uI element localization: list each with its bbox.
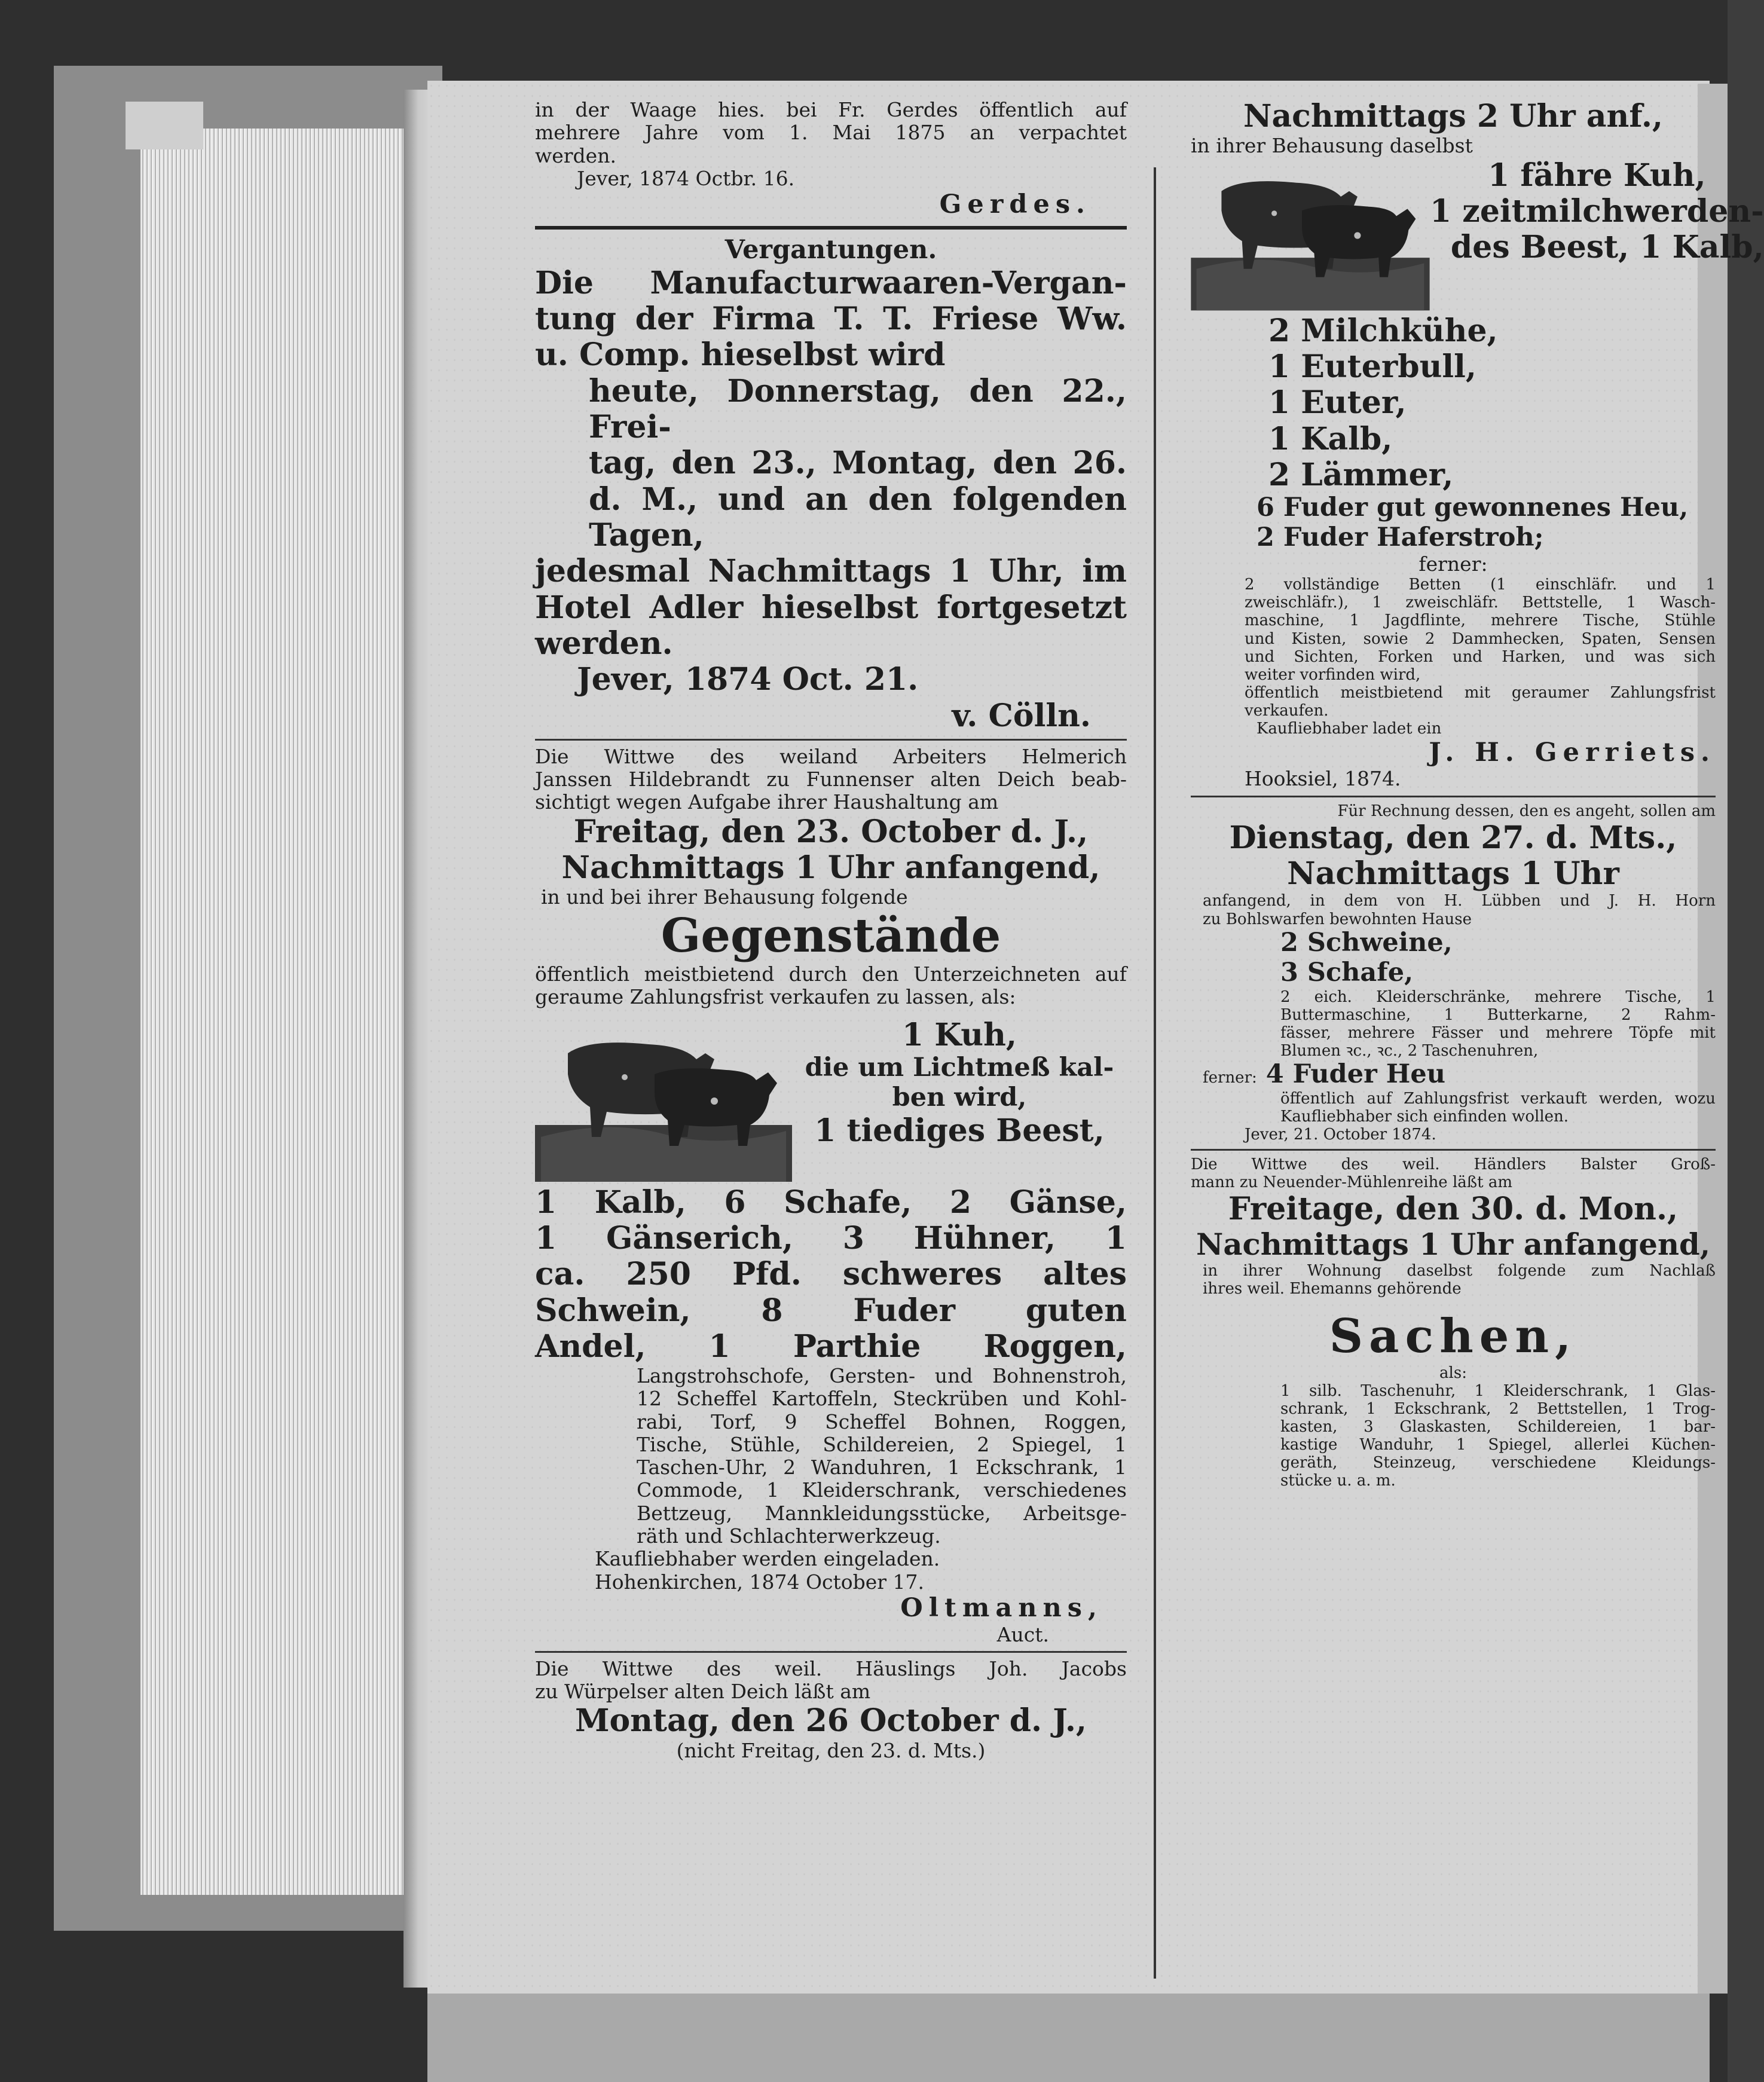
place-date: Hooksiel, 1874. xyxy=(1245,767,1401,791)
section-rule xyxy=(1191,1149,1716,1151)
text-line: weiter vorfinden wird, xyxy=(1245,665,1421,684)
text-line: Hotel Adler hieselbst fortgesetzt werden. xyxy=(535,589,1127,662)
auction-date: Montag, den 26 October d. J., xyxy=(574,1702,1087,1739)
ad-luebben-auction xyxy=(1191,802,1716,1144)
text-line: öffentlich auf Zahlungsfrist verkauft werden, wozu xyxy=(1280,1090,1716,1108)
text-line: räth und Schlachterwerkzeug. xyxy=(637,1524,941,1548)
text-line: mehrere Jahre vom 1. Mai 1875 an verpachtet xyxy=(535,121,1127,145)
section-rule xyxy=(535,1651,1127,1653)
item-line: 1 Kalb, xyxy=(1268,420,1393,457)
ad-vergantungen xyxy=(535,236,1127,734)
item-line: 1 Kalb, 6 Schafe, 2 Gänse, xyxy=(535,1184,1127,1221)
text-line: Die Wittwe des weil. Häuslings Joh. Jacobs xyxy=(535,1656,1127,1680)
auction-time: Nachmittags 2 Uhr anf., xyxy=(1243,98,1664,134)
text-line: Kaufliebhaber werden eingeladen. xyxy=(595,1547,940,1571)
text-line: in ihrer Wohnung daselbst folgende zum Nachlaß xyxy=(1203,1261,1716,1280)
page-lower-margin xyxy=(427,1994,1710,2082)
item-line: 2 Lämmer, xyxy=(1268,456,1454,493)
item-line: 2 Fuder Haferstroh; xyxy=(1256,522,1544,553)
text-line: Kaufliebhaber sich einfinden wollen. xyxy=(1280,1108,1569,1126)
text-line: Buttermaschine, 1 Butterkarne, 2 Rahm- xyxy=(1280,1005,1716,1024)
text-line: als: xyxy=(1439,1363,1467,1382)
text-line: Langstrohschofe, Gersten- und Bohnenstroh, xyxy=(637,1364,1127,1388)
auction-time: Nachmittags 1 Uhr xyxy=(1287,855,1619,892)
text-line: mann zu Neuender-Mühlenreihe läßt am xyxy=(1191,1173,1513,1191)
text-line: Für Rechnung dessen, den es angeht, sollen am xyxy=(1337,802,1716,820)
text-line: Commode, 1 Kleiderschrank, verschiedenes xyxy=(637,1478,1127,1502)
place-date: Jever, 21. October 1874. xyxy=(1245,1126,1436,1144)
ad-cattle-sale xyxy=(1191,98,1764,791)
text-line: tag, den 23., Montag, den 26. xyxy=(589,445,1127,482)
ad-gerdes-lease xyxy=(535,99,1127,220)
signature: v. Cölln. xyxy=(952,697,1091,734)
column-divider xyxy=(1154,167,1156,1979)
item-line: ca. 250 Pfd. schweres altes xyxy=(535,1256,1127,1293)
text-line: 12 Scheffel Kartoffeln, Steckrüben und Kohl- xyxy=(637,1387,1127,1411)
text-line: u. Comp. hieselbst wird xyxy=(535,337,946,374)
section-rule xyxy=(1191,796,1716,797)
text-line: verkaufen. xyxy=(1245,702,1329,720)
text-line: öffentlich meistbietend durch den Unterzeichneten auf xyxy=(535,962,1127,986)
text-line: heute, Donnerstag, den 22., Frei- xyxy=(589,372,1127,446)
text-line: Die Wittwe des weiland Arbeiters Helmerich xyxy=(535,744,1127,768)
auction-date: Dienstag, den 27. d. Mts., xyxy=(1229,819,1677,856)
text-line: Janssen Hildebrandt zu Funnenser alten Deich beab- xyxy=(535,768,1127,791)
signature: J. H. Gerriets. xyxy=(1429,737,1716,768)
text-line: fässer, mehrere Fässer und mehrere Töpfe mit xyxy=(1280,1023,1716,1042)
cattle-woodcut-icon xyxy=(535,1017,792,1185)
signature: Gerdes. xyxy=(939,189,1091,220)
item-line: 1 tiediges Beest, xyxy=(814,1112,1105,1149)
text-line: tung der Firma T. T. Friese Ww. xyxy=(535,301,1127,338)
book-page-edges xyxy=(140,129,427,1895)
cattle-illustration-row xyxy=(535,1017,1127,1185)
left-column xyxy=(535,99,1127,1762)
text-line: schrank, 1 Eckschrank, 2 Bettstellen, 1 Trog- xyxy=(1280,1399,1716,1418)
text-line: anfangend, in dem von H. Lübben und J. H. Horn xyxy=(1203,892,1716,910)
item-line: Andel, 1 Parthie Roggen, xyxy=(535,1328,1127,1365)
text-line: jedesmal Nachmittags 1 Uhr, im xyxy=(535,553,1127,590)
text-line: Tagen, xyxy=(589,517,704,554)
auction-time: Nachmittags 1 Uhr anfangend, xyxy=(561,849,1100,886)
place-date: Jever, 1874 Oct. 21. xyxy=(577,661,919,698)
item-line: 6 Fuder gut gewonnenes Heu, xyxy=(1256,493,1689,523)
item-line: des Beest, 1 Kalb, xyxy=(1450,229,1764,266)
text-line: Die Manufacturwaaren-Vergan- xyxy=(535,264,1127,301)
text-line: zweischläfr.), 1 zweischläfr. Bettstelle, 1 Wasch- xyxy=(1245,594,1716,612)
text-line: zu Bohlswarfen bewohnten Hause xyxy=(1203,910,1472,928)
text-line: Tische, Stühle, Schildereien, 2 Spiegel, 1 xyxy=(637,1432,1127,1456)
text-line: und Sichten, Forken und Harken, und was sich xyxy=(1245,647,1716,666)
text-line: in der Waage hies. bei Fr. Gerdes öffentlich auf xyxy=(535,98,1127,121)
item-line: 2 Schweine, xyxy=(1280,927,1453,958)
place-date: Hohenkirchen, 1874 October 17. xyxy=(595,1570,925,1594)
section-heading: Vergantungen. xyxy=(724,234,937,265)
item-text: 4 Fuder Heu xyxy=(1265,1059,1445,1090)
item-line: 1 Gänserich, 3 Hühner, 1 xyxy=(535,1219,1127,1256)
item-line: 1 Kuh, xyxy=(901,1016,1017,1053)
cattle-items xyxy=(792,1017,1127,1149)
place-date: Jever, 1874 Octbr. 16. xyxy=(577,166,795,190)
text-line: Kaufliebhaber ladet ein xyxy=(1256,720,1442,738)
text-line: stücke u. a. m. xyxy=(1280,1472,1396,1490)
auction-date: Freitag, den 23. October d. J., xyxy=(573,813,1089,850)
ad-jacobs-auction xyxy=(535,1658,1127,1762)
cattle-items xyxy=(1430,158,1764,266)
item-line: Schwein, 8 Fuder guten xyxy=(535,1292,1127,1329)
text-line: rabi, Torf, 9 Scheffel Bohnen, Roggen, xyxy=(637,1410,1127,1433)
signature: Oltmanns, xyxy=(900,1592,1103,1623)
text-line: Blumen ꝛc., ꝛc., 2 Taschenuhren, xyxy=(1280,1042,1539,1060)
cover-label-strip xyxy=(126,102,203,149)
text-line: 2 vollständige Betten (1 einschläfr. und 1 xyxy=(1245,576,1716,594)
text-line: zu Würpelser alten Deich läßt am xyxy=(535,1680,871,1704)
text-line: sichtigt wegen Aufgabe ihrer Haushaltung am xyxy=(535,790,999,814)
text-line: Die Wittwe des weil. Händlers Balster Groß- xyxy=(1191,1155,1716,1173)
item-line xyxy=(1191,1060,1716,1090)
text-line: kasten, 3 Glaskasten, Schildereien, 1 bar- xyxy=(1280,1417,1716,1436)
item-line: 3 Schafe, xyxy=(1280,957,1414,988)
item-line: 1 Euterbull, xyxy=(1268,348,1477,385)
auction-time: Nachmittags 1 Uhr anfangend, xyxy=(1196,1227,1711,1262)
auction-date: Freitage, den 30. d. Mon., xyxy=(1228,1190,1679,1227)
text-line: Taschen-Uhr, 2 Wanduhren, 1 Eckschrank, 1 xyxy=(637,1456,1127,1479)
text-line: ihres weil. Ehemanns gehörende xyxy=(1203,1279,1462,1298)
text-line: in ihrer Behausung daselbst xyxy=(1191,134,1473,158)
text-line: (nicht Freitag, den 23. d. Mts.) xyxy=(676,1738,986,1762)
text-line: maschine, 1 Jagdflinte, mehrere Tische, Stühle xyxy=(1245,612,1716,630)
cattle-woodcut-icon xyxy=(1191,158,1430,313)
signature-title: Auct. xyxy=(996,1622,1049,1646)
item-line: die um Lichtmeß kal- xyxy=(805,1052,1114,1083)
text-line: d. M., und an den folgenden xyxy=(589,481,1127,518)
ferner-label: ferner: xyxy=(1203,1069,1257,1087)
section-rule xyxy=(535,226,1127,230)
item-line: 1 fähre Kuh, xyxy=(1488,157,1706,194)
text-line: geräth, Steinzeug, verschiedene Kleidungs- xyxy=(1280,1454,1716,1472)
right-column xyxy=(1191,98,1764,1490)
text-line: in und bei ihrer Behausung folgende xyxy=(541,885,908,909)
headline: Sachen, xyxy=(1329,1309,1577,1364)
text-line: kastige Wanduhr, 1 Spiegel, allerlei Küchen- xyxy=(1280,1436,1716,1454)
ad-grossmann-auction xyxy=(1191,1155,1716,1490)
text-line: geraume Zahlungsfrist verkaufen zu lassen, als: xyxy=(535,985,1016,1009)
text-line: ferner: xyxy=(1418,552,1488,576)
text-line: öffentlich meistbietend mit geraumer Zahlungsfrist xyxy=(1245,684,1716,702)
item-line: 1 Euter, xyxy=(1268,384,1407,421)
text-line: werden. xyxy=(535,143,616,167)
item-line: 1 zeitmilchwerden- xyxy=(1430,192,1764,230)
ad-hildebrandt-auction xyxy=(535,745,1127,1646)
section-rule xyxy=(535,739,1127,741)
item-line: 2 Milchkühe, xyxy=(1268,312,1498,349)
cattle-illustration-row xyxy=(1191,157,1764,313)
text-line: Bettzeug, Mannkleidungsstücke, Arbeitsge- xyxy=(637,1501,1127,1525)
text-line: und Kisten, sowie 2 Dammhecken, Spaten, Sensen xyxy=(1245,629,1716,648)
item-line: ben wird, xyxy=(892,1082,1027,1112)
headline: Gegenstände xyxy=(661,908,1001,963)
text-line: 1 silb. Taschenuhr, 1 Kleiderschrank, 1 Glas- xyxy=(1280,1381,1716,1400)
text-line: 2 eich. Kleiderschränke, mehrere Tische, 1 xyxy=(1280,988,1716,1006)
